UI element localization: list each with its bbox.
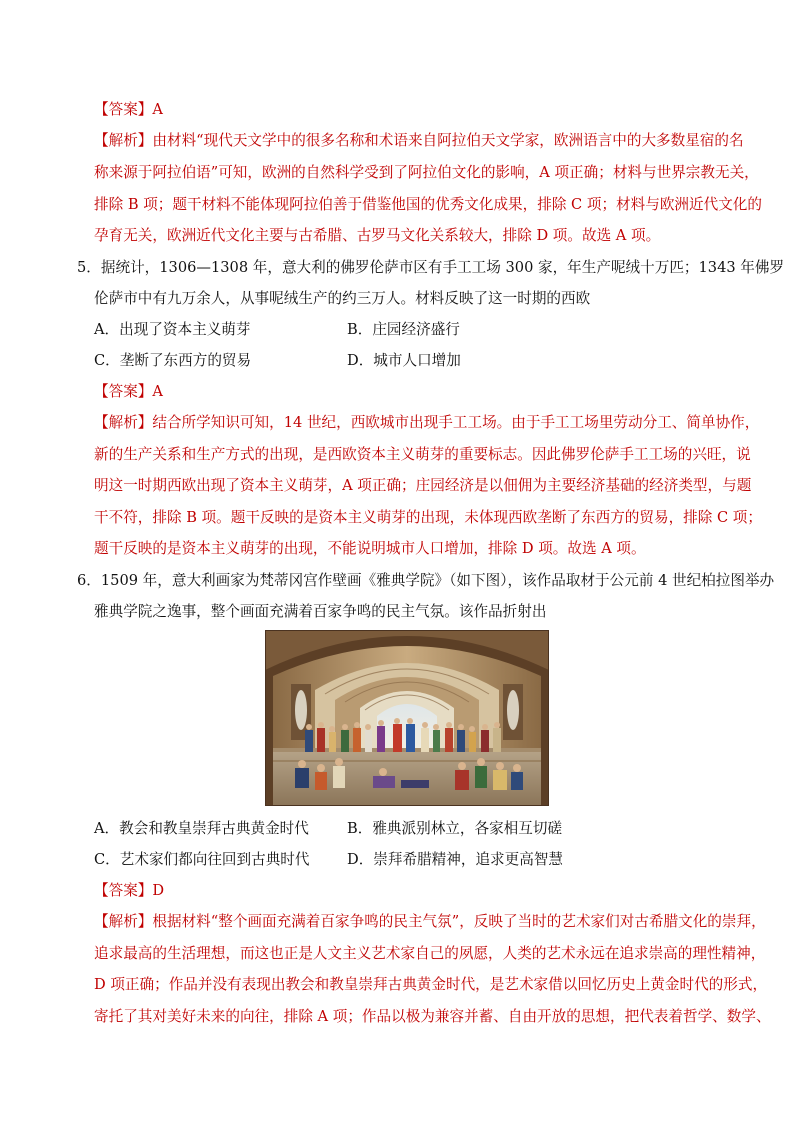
- q6-analysis-line-4: 寄托了其对美好未来的向往，排除 A 项；作品以极为兼容并蓄、自由开放的思想，把代表着哲学、数学、: [94, 1008, 771, 1025]
- school-of-athens-painting: [265, 630, 549, 806]
- q4-answer-line: [94, 100, 163, 120]
- q5-stem-line-2: 伦萨市中有九万余人，从事呢绒生产的约三万人。材料反映了这一时期的西欧: [94, 290, 591, 307]
- q5-answer-value: A: [152, 383, 163, 400]
- q5-analysis-text: 结合所学知识可知，14 世纪，西欧城市出现手工工场。由于手工工场里劳动分工、简单协作，: [152, 414, 760, 431]
- q4-analysis-line-3: 排除 B 项；题干材料不能体现阿拉伯善于借鉴他国的优秀文化成果，排除 C 项；材料与欧洲近代文化的: [94, 196, 762, 213]
- q6-answer-line: [94, 881, 164, 901]
- q5-analysis-line-2: 新的生产关系和生产方式的出现，是西欧资本主义萌芽的重要标志。因此佛罗伦萨手工工场的兴旺，说: [94, 446, 751, 463]
- analysis-tag: 【解析】: [94, 414, 153, 431]
- analysis-tag: 【解析】: [94, 913, 153, 930]
- q5-option-d: D．城市人口增加: [347, 352, 461, 369]
- answer-tag: 【答案】: [94, 383, 153, 400]
- q4-analysis-line-4: 孕育无关，欧洲近代文化主要与古希腊、古罗马文化关系较大，排除 D 项。故选 A 项。: [94, 227, 661, 244]
- q6-analysis-text: 根据材料“整个画面充满着百家争鸣的民主气氛”，反映了当时的艺术家们对古希腊文化的崇拜，: [152, 913, 766, 930]
- q6-analysis-line-1: [94, 912, 766, 932]
- q4-analysis-text: 由材料“现代天文学中的很多名称和术语来自阿拉伯天文学家，欧洲语言中的大多数星宿的名: [152, 132, 744, 149]
- q5-option-a: A．出现了资本主义萌芽: [94, 321, 251, 338]
- q5-option-b: B．庄园经济盛行: [347, 321, 460, 338]
- analysis-tag: 【解析】: [94, 132, 153, 149]
- q5-analysis-line-4: 干不符，排除 B 项。题干反映的是资本主义萌芽的出现，未体现西欧垄断了东西方的贸易，排除 C 项；: [94, 509, 762, 526]
- q5-analysis-line-5: 题干反映的是资本主义萌芽的出现，不能说明城市人口增加，排除 D 项。故选 A 项。: [94, 540, 646, 557]
- q6-analysis-line-2: 追求最高的生活理想，而这也正是人文主义艺术家自己的夙愿，人类的艺术永远在追求崇高的理性精神，: [94, 945, 766, 962]
- q5-analysis-line-3: 明这一时期西欧出现了资本主义萌芽，A 项正确；庄园经济是以佃佣为主要经济基础的经济类型，与题: [94, 477, 752, 494]
- q6-option-c: C．艺术家们都向往回到古典时代: [94, 851, 310, 868]
- q5-option-c: C．垄断了东西方的贸易: [94, 352, 252, 369]
- q4-analysis-line-1: [94, 131, 744, 151]
- answer-tag: 【答案】: [94, 882, 153, 899]
- q6-option-d: D．崇拜希腊精神，追求更高智慧: [347, 851, 564, 868]
- q5-stem-line-1: 5．据统计，1306—1308 年，意大利的佛罗伦萨市区有手工工场 300 家，年生产呢绒十万匹；1343 年佛罗: [77, 259, 785, 276]
- q6-answer-value: D: [152, 882, 165, 899]
- answer-tag: 【答案】: [94, 101, 153, 118]
- q6-option-a: A．教会和教皇崇拜古典黄金时代: [94, 820, 309, 837]
- q4-analysis-line-2: 称来源于阿拉伯语”可知，欧洲的自然科学受到了阿拉伯文化的影响，A 项正确；材料与世界宗教无关，: [94, 164, 759, 181]
- q5-analysis-line-1: [94, 413, 759, 433]
- q5-answer-line: [94, 382, 163, 402]
- q4-answer-value: A: [152, 101, 163, 118]
- q6-option-b: B．雅典派别林立，各家相互切磋: [347, 820, 563, 837]
- q6-analysis-line-3: D 项正确；作品并没有表现出教会和教皇崇拜古典黄金时代，是艺术家借以回忆历史上黄金时代的形式，: [94, 976, 768, 993]
- q6-stem-line-2: 雅典学院之逸事，整个画面充满着百家争鸣的民主气氛。该作品折射出: [94, 603, 547, 620]
- q6-stem-line-1: 6．1509 年，意大利画家为梵蒂冈宫作壁画《雅典学院》（如下图），该作品取材于公元前 4 世纪柏拉图举办: [77, 572, 775, 589]
